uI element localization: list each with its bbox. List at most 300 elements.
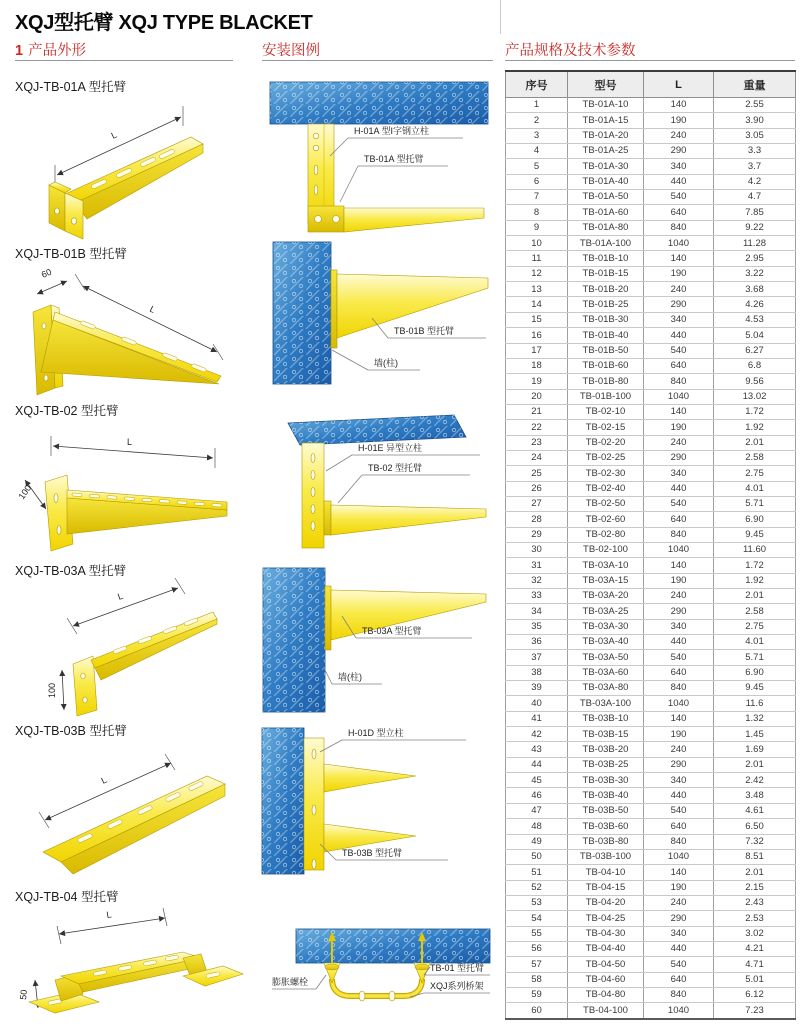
table-cell: 640 [644, 512, 714, 527]
dim-label-l: L [127, 437, 133, 447]
spec-table [505, 70, 796, 1020]
dimension-l [57, 908, 167, 944]
table-cell: 41 [506, 711, 568, 726]
table-cell: 5.01 [714, 972, 796, 987]
rule-specs [505, 60, 795, 61]
table-row [506, 236, 796, 251]
table-row [506, 788, 796, 803]
table-cell: 190 [644, 420, 714, 435]
callout-label: H-01A 型I字钢立柱 [354, 126, 430, 136]
table-row [506, 911, 796, 926]
table-cell: 43 [506, 742, 568, 757]
dim-label-l: L [116, 590, 125, 602]
table-cell: TB-01A-80 [568, 220, 644, 235]
table-cell: 440 [644, 788, 714, 803]
table-cell: TB-02-100 [568, 542, 644, 557]
table-cell: 47 [506, 803, 568, 818]
table-cell: 6.8 [714, 358, 796, 373]
table-cell: 5.71 [714, 650, 796, 665]
table-cell: 540 [644, 957, 714, 972]
table-cell: TB-04-20 [568, 895, 644, 910]
callout-wall [324, 668, 382, 684]
table-row [506, 251, 796, 266]
bracket-arm [331, 270, 488, 348]
table-row [506, 665, 796, 680]
table-cell: TB-02-10 [568, 404, 644, 419]
table-cell: TB-01B-60 [568, 358, 644, 373]
dim-label-w: 100 [47, 682, 57, 698]
table-row [506, 926, 796, 941]
table-cell: 36 [506, 635, 568, 650]
table-cell: TB-03A-50 [568, 650, 644, 665]
table-cell: 39 [506, 681, 568, 696]
table-row [506, 205, 796, 220]
bracket-shape [33, 305, 221, 395]
table-row [506, 435, 796, 450]
table-cell: 3.90 [714, 113, 796, 128]
table-row [506, 727, 796, 742]
table-cell: TB-01A-60 [568, 205, 644, 220]
table-cell: 240 [644, 282, 714, 297]
callout-bracket [424, 962, 490, 975]
table-cell: TB-04-100 [568, 1003, 644, 1019]
table-cell: TB-01A-40 [568, 174, 644, 189]
table-cell: 140 [644, 711, 714, 726]
table-cell: TB-01A-10 [568, 98, 644, 113]
table-cell: 4.21 [714, 941, 796, 956]
table-cell: 6.90 [714, 512, 796, 527]
table-cell: 12 [506, 266, 568, 281]
table-row [506, 849, 796, 864]
table-row [506, 266, 796, 281]
table-cell: 2.15 [714, 880, 796, 895]
table-row [506, 650, 796, 665]
table-cell: 1040 [644, 389, 714, 404]
table-cell: 1040 [644, 696, 714, 711]
dim-label-w: 60 [39, 266, 54, 280]
drawing-tb01b [15, 260, 245, 398]
table-cell: TB-01A-25 [568, 144, 644, 159]
table-cell: 440 [644, 635, 714, 650]
table-cell: 21 [506, 404, 568, 419]
table-cell: 840 [644, 681, 714, 696]
table-cell: TB-03B-15 [568, 727, 644, 742]
table-row [506, 1003, 796, 1019]
section-label-installation: 安装图例 [262, 43, 320, 59]
table-cell: 45 [506, 773, 568, 788]
table-cell: TB-03B-60 [568, 819, 644, 834]
table-row [506, 573, 796, 588]
section-header-appearance [15, 39, 86, 60]
table-cell: 24 [506, 450, 568, 465]
install-tb01a [258, 78, 493, 236]
table-row [506, 113, 796, 128]
table-cell: 9 [506, 220, 568, 235]
bracket-arms [324, 764, 416, 852]
table-cell: 7.32 [714, 834, 796, 849]
bracket-shape [45, 475, 227, 551]
table-cell: 51 [506, 865, 568, 880]
table-row [506, 972, 796, 987]
table-cell: 190 [644, 573, 714, 588]
table-cell: 17 [506, 343, 568, 358]
table-cell: 4.01 [714, 481, 796, 496]
table-cell: 16 [506, 328, 568, 343]
table-cell: 290 [644, 604, 714, 619]
table-cell: 53 [506, 895, 568, 910]
table-cell: 1.92 [714, 573, 796, 588]
table-cell: 240 [644, 435, 714, 450]
header-divider-line [500, 0, 501, 34]
dim-label-l: L [105, 909, 113, 920]
table-cell: 55 [506, 926, 568, 941]
table-cell: TB-01B-30 [568, 312, 644, 327]
table-cell: TB-02-40 [568, 481, 644, 496]
table-row [506, 711, 796, 726]
table-cell: 240 [644, 742, 714, 757]
table-row [506, 220, 796, 235]
table-cell: 10 [506, 236, 568, 251]
table-cell: TB-01A-30 [568, 159, 644, 174]
table-cell: 11.6 [714, 696, 796, 711]
table-row [506, 450, 796, 465]
table-cell: 340 [644, 926, 714, 941]
table-cell: 140 [644, 251, 714, 266]
table-cell: TB-03A-60 [568, 665, 644, 680]
bracket-arm [325, 586, 486, 650]
install-tb02 [258, 413, 493, 555]
table-row [506, 98, 796, 113]
table-cell: TB-03B-20 [568, 742, 644, 757]
table-cell: TB-01B-25 [568, 297, 644, 312]
table-cell: 27 [506, 496, 568, 511]
callout-arm [338, 462, 470, 503]
table-cell: 54 [506, 911, 568, 926]
callout-column [330, 125, 463, 156]
table-cell: TB-04-80 [568, 987, 644, 1002]
table-cell: TB-01A-50 [568, 190, 644, 205]
table-row [506, 297, 796, 312]
table-cell: 3.7 [714, 159, 796, 174]
product-title-tb02: XQJ-TB-02 型托臂 [15, 404, 119, 418]
drawing-tb02 [15, 418, 245, 556]
table-cell: 4.53 [714, 312, 796, 327]
table-row [506, 619, 796, 634]
table-cell: 340 [644, 312, 714, 327]
table-cell: 59 [506, 987, 568, 1002]
table-cell: 440 [644, 328, 714, 343]
table-cell: 2.75 [714, 466, 796, 481]
table-cell: 2.53 [714, 911, 796, 926]
callout-label: 膨胀螺栓 [272, 977, 309, 987]
table-row [506, 144, 796, 159]
table-cell: 28 [506, 512, 568, 527]
column-header: 序号 [506, 71, 568, 98]
table-row [506, 834, 796, 849]
table-cell: 22 [506, 420, 568, 435]
table-cell: 8.51 [714, 849, 796, 864]
table-cell: 5.71 [714, 496, 796, 511]
table-row [506, 389, 796, 404]
table-row [506, 681, 796, 696]
callout-label: TB-01 型托臂 [430, 963, 485, 973]
table-cell: 7.85 [714, 205, 796, 220]
table-cell: 1.72 [714, 404, 796, 419]
table-cell: 290 [644, 144, 714, 159]
table-cell: 14 [506, 297, 568, 312]
callout-wall [332, 350, 420, 370]
table-cell: 240 [644, 895, 714, 910]
table-cell: TB-01B-15 [568, 266, 644, 281]
table-cell: 4.71 [714, 957, 796, 972]
table-cell: 6.50 [714, 819, 796, 834]
column-header: 型号 [568, 71, 644, 98]
table-cell: 2.75 [714, 619, 796, 634]
install-tb01b [258, 238, 493, 390]
table-cell: TB-03A-30 [568, 619, 644, 634]
callout-label: TB-03A 型托臂 [362, 626, 422, 636]
table-row [506, 542, 796, 557]
table-cell: 2.01 [714, 589, 796, 604]
table-cell: 4.2 [714, 174, 796, 189]
table-cell: 60 [506, 1003, 568, 1019]
table-cell: 1 [506, 98, 568, 113]
table-cell: 2.42 [714, 773, 796, 788]
table-cell: 440 [644, 481, 714, 496]
table-cell: TB-01A-100 [568, 236, 644, 251]
table-cell: 1.72 [714, 558, 796, 573]
table-cell: 50 [506, 849, 568, 864]
table-cell: 4.61 [714, 803, 796, 818]
table-cell: 38 [506, 665, 568, 680]
table-cell: TB-01A-20 [568, 128, 644, 143]
table-cell: TB-03B-30 [568, 773, 644, 788]
table-cell: 29 [506, 527, 568, 542]
callout-column [320, 727, 466, 752]
table-cell: TB-03B-80 [568, 834, 644, 849]
callout-label: XQJ系列桥架 [430, 981, 484, 991]
drawing-tb03a [15, 576, 245, 718]
table-cell: 1.45 [714, 727, 796, 742]
wall-shape [263, 568, 325, 712]
table-cell: 1040 [644, 1003, 714, 1019]
table-cell: 6.90 [714, 665, 796, 680]
table-cell: 2.95 [714, 251, 796, 266]
table-cell: 7.23 [714, 1003, 796, 1019]
table-cell: TB-02-20 [568, 435, 644, 450]
product-title-tb01b: XQJ-TB-01B 型托臂 [15, 247, 127, 261]
table-cell: TB-01B-20 [568, 282, 644, 297]
table-cell: 23 [506, 435, 568, 450]
table-cell: 57 [506, 957, 568, 972]
table-cell: 32 [506, 573, 568, 588]
table-cell: TB-03A-25 [568, 604, 644, 619]
table-cell: 2.43 [714, 895, 796, 910]
table-cell: TB-03A-15 [568, 573, 644, 588]
table-cell: 3 [506, 128, 568, 143]
table-cell: 19 [506, 374, 568, 389]
table-cell: 140 [644, 404, 714, 419]
bracket-shape [49, 137, 203, 239]
table-cell: 640 [644, 972, 714, 987]
callout-label: H-01D 型立柱 [348, 728, 404, 738]
table-cell: 20 [506, 389, 568, 404]
table-cell: 35 [506, 619, 568, 634]
table-cell: 4.7 [714, 190, 796, 205]
callout-label: TB-03B 型托臂 [342, 848, 403, 858]
dim-label-l: L [148, 303, 158, 315]
table-cell: 3.05 [714, 128, 796, 143]
table-cell: 15 [506, 312, 568, 327]
column-header: 重量 [714, 71, 796, 98]
table-cell: 140 [644, 98, 714, 113]
table-cell: TB-04-50 [568, 957, 644, 972]
table-cell: 290 [644, 297, 714, 312]
table-cell: 2 [506, 113, 568, 128]
table-cell: 140 [644, 558, 714, 573]
table-cell: 4.26 [714, 297, 796, 312]
table-row [506, 466, 796, 481]
table-cell: 290 [644, 450, 714, 465]
table-cell: 640 [644, 205, 714, 220]
ceiling-slab [296, 929, 490, 963]
table-cell: 240 [644, 128, 714, 143]
table-cell: 2.58 [714, 450, 796, 465]
section-header-specs [505, 39, 636, 60]
table-cell: 340 [644, 466, 714, 481]
table-cell: 540 [644, 803, 714, 818]
table-cell: 840 [644, 374, 714, 389]
table-cell: TB-02-25 [568, 450, 644, 465]
install-tb03b [258, 726, 493, 878]
product-title-tb03a: XQJ-TB-03A 型托臂 [15, 564, 127, 578]
table-cell: 190 [644, 266, 714, 281]
table-row [506, 328, 796, 343]
table-cell: 9.56 [714, 374, 796, 389]
table-cell: 26 [506, 481, 568, 496]
table-cell: 37 [506, 650, 568, 665]
table-cell: 52 [506, 880, 568, 895]
table-cell: TB-03A-80 [568, 681, 644, 696]
table-row [506, 496, 796, 511]
table-cell: 2.01 [714, 435, 796, 450]
table-cell: 440 [644, 174, 714, 189]
table-cell: TB-04-10 [568, 865, 644, 880]
table-cell: TB-03A-10 [568, 558, 644, 573]
table-row [506, 558, 796, 573]
table-cell: 540 [644, 650, 714, 665]
table-cell: TB-03A-20 [568, 589, 644, 604]
callout-label: TB-01B 型托臂 [394, 326, 455, 336]
rule-appearance [15, 60, 233, 61]
column-header: L [644, 71, 714, 98]
table-cell: 42 [506, 727, 568, 742]
table-cell: 6.12 [714, 987, 796, 1002]
table-cell: 58 [506, 972, 568, 987]
dimension-w [37, 267, 67, 294]
product-title-tb01a: XQJ-TB-01A 型托臂 [15, 80, 127, 94]
table-cell: 540 [644, 343, 714, 358]
table-cell: 640 [644, 358, 714, 373]
table-cell: 9.45 [714, 681, 796, 696]
table-row [506, 312, 796, 327]
table-cell: 1040 [644, 542, 714, 557]
table-row [506, 404, 796, 419]
table-cell: TB-01B-10 [568, 251, 644, 266]
table-cell: TB-02-60 [568, 512, 644, 527]
table-cell: 340 [644, 159, 714, 174]
table-row [506, 941, 796, 956]
table-cell: 640 [644, 819, 714, 834]
table-cell: TB-03B-50 [568, 803, 644, 818]
table-row [506, 696, 796, 711]
table-cell: TB-01B-100 [568, 389, 644, 404]
callout-label: 墙(柱) [374, 358, 398, 368]
table-cell: 6 [506, 174, 568, 189]
table-cell: TB-02-80 [568, 527, 644, 542]
callout-label: H-01E 异型立柱 [358, 443, 423, 453]
install-tb04 [258, 923, 493, 1027]
table-cell: 2.55 [714, 98, 796, 113]
table-cell: TB-02-30 [568, 466, 644, 481]
wall-shape [273, 242, 331, 384]
table-cell: 2.58 [714, 604, 796, 619]
table-row [506, 865, 796, 880]
table-cell: 190 [644, 113, 714, 128]
dim-label-l: L [109, 129, 119, 141]
drawing-tb01a [15, 93, 245, 238]
table-cell: TB-01A-15 [568, 113, 644, 128]
table-row [506, 527, 796, 542]
table-cell: 46 [506, 788, 568, 803]
table-cell: 49 [506, 834, 568, 849]
table-row [506, 742, 796, 757]
dimension-w [47, 670, 64, 710]
product-title-tb03b: XQJ-TB-03B 型托臂 [15, 724, 127, 738]
table-row [506, 635, 796, 650]
table-row [506, 895, 796, 910]
table-cell: 340 [644, 619, 714, 634]
product-title-tb04: XQJ-TB-04 型托臂 [15, 890, 119, 904]
table-cell: 4.01 [714, 635, 796, 650]
table-cell: 190 [644, 727, 714, 742]
wall-shape [262, 728, 304, 874]
table-cell: TB-04-30 [568, 926, 644, 941]
bracket-shape [29, 952, 243, 1013]
ceiling-slab [270, 82, 488, 124]
table-cell: 3.48 [714, 788, 796, 803]
table-cell: TB-03B-25 [568, 757, 644, 772]
table-cell: 190 [644, 880, 714, 895]
table-cell: 540 [644, 496, 714, 511]
table-cell: 3.68 [714, 282, 796, 297]
table-cell: 4 [506, 144, 568, 159]
column-shape [302, 443, 324, 548]
dim-label-w: 100 [16, 483, 34, 502]
drawing-tb04 [15, 900, 245, 1028]
callout-label: 墙(柱) [338, 672, 362, 682]
table-row [506, 757, 796, 772]
tray-profile [332, 979, 422, 1001]
table-row [506, 190, 796, 205]
table-cell: 1040 [644, 849, 714, 864]
table-cell: 140 [644, 865, 714, 880]
table-cell: 3.02 [714, 926, 796, 941]
table-row [506, 512, 796, 527]
column-shape [304, 738, 324, 870]
table-cell: 40 [506, 696, 568, 711]
bracket-shape [73, 612, 217, 716]
